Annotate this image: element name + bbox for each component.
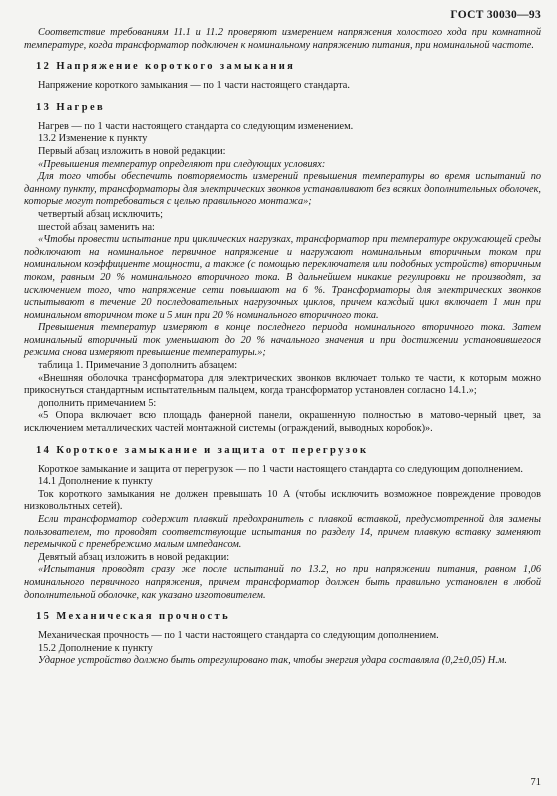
s14-paragraph: Если трансформатор содержит плавкий предохранитель с плавкой вставкой, предусмотренной для замены пользователем, то проводят соответствующие испытания по разделу 14, причем плавкую вставку заменяют перемычкой с пренебрежимо малым импедансом.	[24, 514, 541, 551]
s12-paragraph: Напряжение короткого замыкания — по 1 части настоящего стандарта.	[38, 80, 350, 92]
s13-paragraph: «Внешняя оболочка трансформатора для электрических звонков включает только те части, к которым можно прикоснуться стандартным испытательным пальцем, когда трансформатор установлен согласно 14.1.»;	[24, 372, 541, 397]
s13-paragraph: «Превышения температур определяют при следующих условиях:	[38, 158, 326, 170]
s14-paragraph: Ток короткого замыкания не должен превышать 10 А (чтобы исключить возможное повреждение проводов низковольтных сетей).	[24, 488, 541, 513]
s14-paragraph: «Испытания проводят сразу же после испытаний по 13.2, но при напряжении питания, равном 1,06 номинального первичного напряжения, причем трансформатор должен быть правильно установлен в любой дополнительной оболочке, как указано изготовителем.	[24, 564, 541, 601]
s13-paragraph: «5 Опора включает всю площадь фанерной панели, окрашенную полностью в матово-черный цвет, за исключением металлических частей монтажной системы (ограждений, выводных коробок)».	[24, 410, 541, 435]
section-14-title: 14 Короткое замыкание и защита от перегрузок	[36, 444, 369, 456]
standard-header: ГОСТ 30030—93	[450, 9, 541, 21]
s13-paragraph: Нагрев — по 1 части настоящего стандарта со следующим изменением.	[38, 120, 354, 132]
s13-paragraph: Превышения температур измеряют в конце последнего периода номинального вторичного тока. Затем номинальный вторичный ток уменьшают до 20 % начального значения и при достижении установившегося режима снова измеряют превышение температуры.»;	[24, 322, 541, 359]
s13-paragraph: «Чтобы провести испытание при циклических нагрузках, трансформатор при температуре окружающей среды подключают на номинальное первичное напряжение и нагружают номинальным вторичным током при номинальном коэффициенте мощности, а также (с помощью переключателя или подобных устройств) вторичным током, равным 20 % номинального вторичного тока. В дальнейшем никакие регулировки не производят, за исключением того, что напряжение сети повышают на 6 %. Трансформаторы для электрических звонков испытывают в течение 20 последовательных нагрузочных циклов, причем каждый цикл включает 1 мин при номинальном вторичном токе и 5 мин при 20 % номинального вторичного тока.	[24, 234, 541, 321]
s13-paragraph: Для того чтобы обеспечить повторяемость измерений превышения температуры во время испытаний по данному пункту, трансформаторы для электрических звонков устанавливают без всяких дополнительных оболочек, которые могут потребоваться с целью правильного монтажа»;	[24, 171, 541, 208]
s13-paragraph: четвертый абзац исключить;	[38, 208, 163, 220]
s13-paragraph: таблица 1. Примечание 3 дополнить абзацем:	[38, 360, 238, 372]
s15-paragraph: Ударное устройство должно быть отрегулировано так, чтобы энергия удара составляла (0,2±0,05) Н.м.	[38, 655, 507, 667]
s14-paragraph: Короткое замыкание и защита от перегрузок — по 1 части настоящего стандарта со следующим дополнением.	[38, 463, 523, 475]
section-12-title: 12 Напряжение короткого замыкания	[36, 61, 296, 73]
s15-paragraph: Механическая прочность — по 1 части настоящего стандарта со следующим дополнением.	[38, 630, 439, 642]
s15-paragraph: 15.2 Дополнение к пункту	[38, 642, 153, 654]
section-15-title: 15 Механическая прочность	[36, 611, 231, 623]
s14-paragraph: Девятый абзац изложить в новой редакции:	[38, 551, 230, 563]
s13-paragraph: 13.2 Изменение к пункту	[38, 133, 148, 145]
s13-paragraph: Первый абзац изложить в новой редакции:	[38, 145, 226, 157]
s13-paragraph: дополнить примечанием 5:	[38, 397, 157, 409]
s13-paragraph: шестой абзац заменить на:	[38, 221, 155, 233]
section-13-title: 13 Нагрев	[36, 101, 106, 113]
intro-paragraph: Соответствие требованиям 11.1 и 11.2 проверяют измерением напряжения холостого хода при комнатной температуре, когда трансформатор подключен к номинальному напряжению питания, при номинальной частоте.	[24, 27, 541, 51]
s14-paragraph: 14.1 Дополнение к пункту	[38, 476, 153, 488]
page-number: 71	[530, 777, 541, 788]
